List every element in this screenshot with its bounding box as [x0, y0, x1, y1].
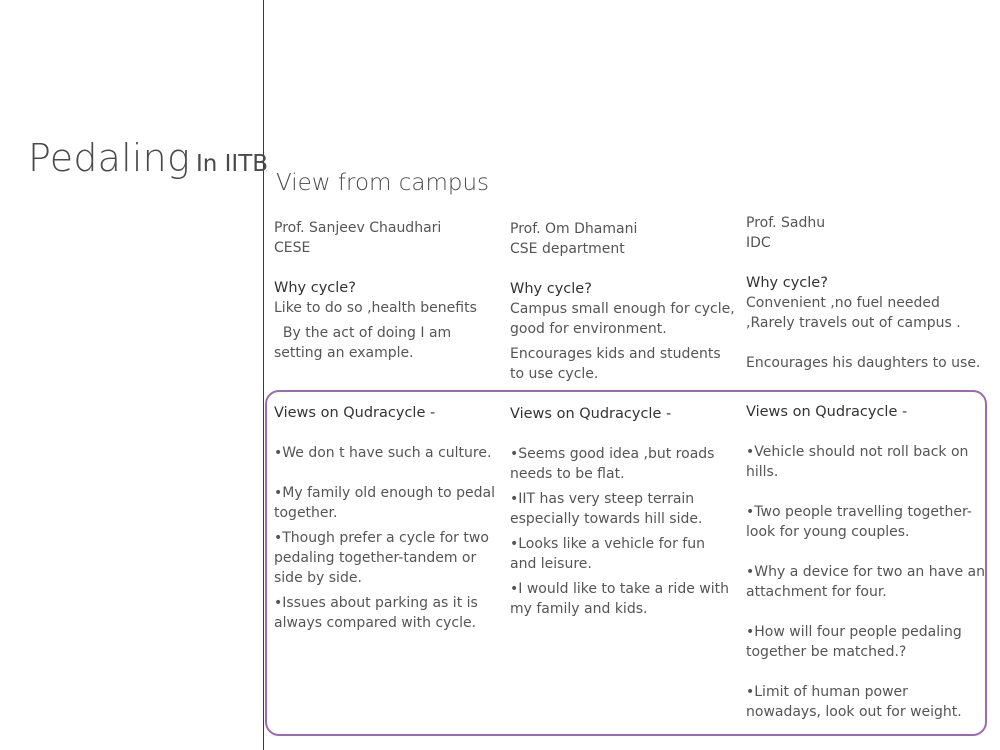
views-label: Views on Qudracycle - — [274, 405, 436, 421]
professor-name: Prof. Sanjeev Chaudhari — [274, 220, 442, 236]
professor-dept: CESE — [274, 240, 311, 256]
professor-name: Prof. Sadhu — [746, 215, 826, 231]
professor-dept: CSE department — [510, 241, 625, 257]
view-item: •Looks like a vehicle for fun and leisure. — [510, 536, 705, 572]
views-label: Views on Qudracycle - — [510, 406, 672, 422]
section-subtitle: View from campus — [276, 170, 490, 196]
column-chaudhari-views — [274, 403, 499, 633]
professor-dept: IDC — [746, 235, 771, 251]
title-suffix: In IITB — [195, 151, 269, 177]
view-item: •Limit of human power nowadays, look out for weight. — [746, 684, 962, 720]
view-item: •How will four people pedaling together be matched.? — [746, 624, 962, 660]
view-item: •IIT has very steep terrain especially towards hill side. — [510, 491, 703, 527]
column-dhamani-profile — [510, 219, 735, 384]
why-cycle-line: Convenient ,no fuel needed ,Rarely travels out of campus . — [746, 295, 961, 331]
view-item: •Two people travelling together-look for young couples. — [746, 504, 972, 540]
view-item: •My family old enough to pedal together. — [274, 485, 496, 521]
why-cycle-line: Like to do so ,health benefits — [274, 300, 477, 316]
professor-name: Prof. Om Dhamani — [510, 221, 638, 237]
page-title — [28, 136, 268, 180]
why-cycle-label: Why cycle? — [746, 275, 828, 291]
view-item: •We don t have such a culture. — [274, 445, 492, 461]
why-cycle-label: Why cycle? — [274, 280, 356, 296]
why-cycle-line: By the act of doing I am setting an example. — [274, 325, 456, 361]
view-item: •Issues about parking as it is always compared with cycle. — [274, 595, 478, 631]
view-item: •Why a device for two an have an attachment for four. — [746, 564, 985, 600]
view-item: •I would like to take a ride with my family and kids. — [510, 581, 729, 617]
why-cycle-line: Encourages kids and students to use cycle. — [510, 346, 721, 382]
column-chaudhari-profile — [274, 218, 499, 363]
why-cycle-line: Encourages his daughters to use. — [746, 355, 981, 371]
vertical-divider — [263, 0, 264, 750]
view-item: •Vehicle should not roll back on hills. — [746, 444, 969, 480]
why-cycle-line: Campus small enough for cycle, good for environment. — [510, 301, 735, 337]
title-main: Pedaling — [28, 136, 190, 180]
column-sadhu-views — [746, 402, 986, 722]
views-label: Views on Qudracycle - — [746, 404, 908, 420]
why-cycle-label: Why cycle? — [510, 281, 592, 297]
view-item: •Seems good idea ,but roads needs to be flat. — [510, 446, 715, 482]
view-item: •Though prefer a cycle for two pedaling together-tandem or side by side. — [274, 530, 489, 586]
column-sadhu-profile — [746, 213, 986, 373]
column-dhamani-views — [510, 404, 735, 619]
